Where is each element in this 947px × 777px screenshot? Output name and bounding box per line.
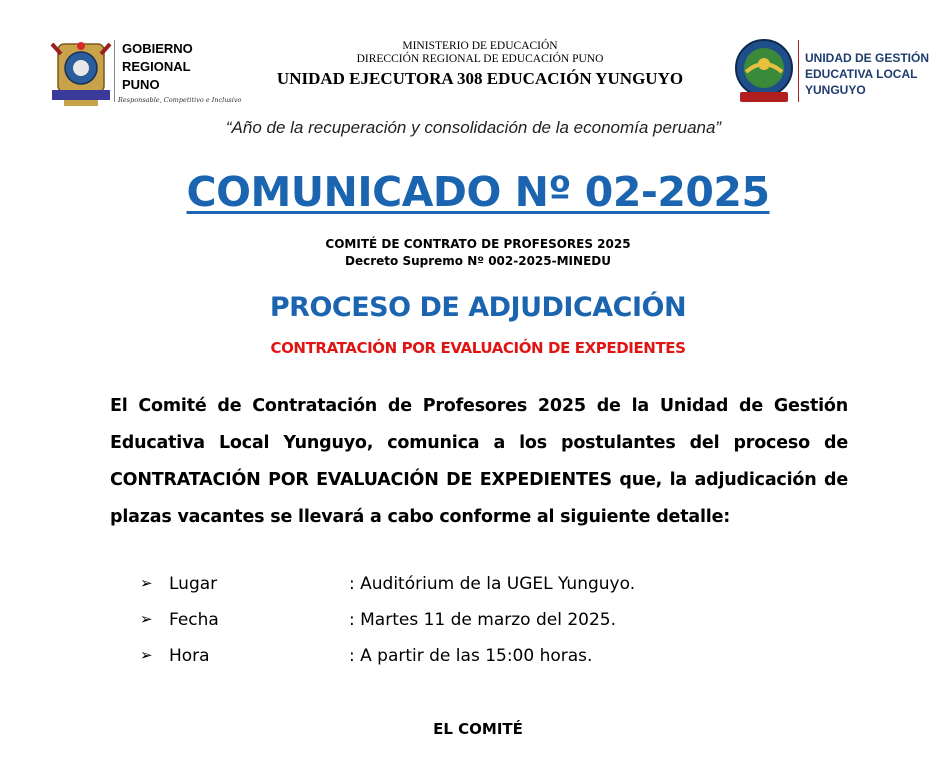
detail-label: Hora: [169, 646, 210, 666]
year-motto: “Año de la recuperación y consolidación de la economía peruana”: [225, 118, 722, 137]
list-item: [140, 646, 840, 682]
page-title: COMUNICADO Nº 02-2025: [186, 168, 770, 216]
arrow-bullet-icon: ➢: [140, 610, 153, 628]
ugel-line1: UNIDAD DE GESTIÓN: [805, 51, 930, 65]
arrow-bullet-icon: ➢: [140, 574, 153, 592]
list-item: [140, 574, 840, 610]
ugel-line2: EDUCATIVA LOCAL: [805, 67, 918, 81]
process-title: PROCESO DE ADJUDICACIÓN: [269, 292, 687, 323]
gr-line3: PUNO: [122, 77, 160, 92]
gobierno-regional-puno-logo: [48, 38, 114, 108]
ugel-name: [805, 50, 929, 98]
detail-value: : A partir de las 15:00 horas.: [349, 646, 593, 666]
arrow-bullet-icon: ➢: [140, 646, 153, 664]
committee-subtitle: COMITÉ DE CONTRATO DE PROFESORES 2025: [325, 237, 631, 251]
gr-line2: REGIONAL: [122, 59, 191, 74]
detail-value: : Martes 11 de marzo del 2025.: [349, 610, 617, 630]
ugel-line3: YUNGUYO: [805, 83, 866, 97]
gr-line1: GOBIERNO: [122, 41, 193, 56]
detail-label: Fecha: [169, 610, 219, 630]
ministry-name: MINISTERIO DE EDUCACIÓN: [402, 40, 558, 52]
process-subtitle: CONTRATACIÓN POR EVALUACIÓN DE EXPEDIENTES: [270, 339, 686, 357]
decree-subtitle: Decreto Supremo Nº 002-2025-MINEDU: [345, 254, 611, 268]
detail-value: : Auditórium de la UGEL Yunguyo.: [349, 574, 636, 594]
signature: EL COMITÉ: [433, 720, 523, 738]
divider-left: [114, 40, 115, 102]
gobierno-regional-name: [122, 40, 193, 94]
detail-label: Lugar: [169, 574, 218, 594]
body-paragraph: El Comité de Contratación de Profesores 2025 de la Unidad de Gestión Educativa Local Yunguyo, comunica a los postulantes del proceso de CONTRATACIÓN POR EVALUACIÓN DE EXPEDIENTES que, la adjudicación de plazas vacantes se llevará a cabo conforme al siguiente detalle:: [110, 396, 848, 527]
ugel-yunguyo-logo: [732, 38, 796, 106]
gr-slogan: Responsable, Competitivo e Inclusivo: [118, 96, 242, 104]
unit-name: UNIDAD EJECUTORA 308 EDUCACIÓN YUNGUYO: [276, 69, 684, 88]
header-institution: [230, 40, 730, 90]
details-list: [140, 574, 840, 682]
direction-name: DIRECCIÓN REGIONAL DE EDUCACIÓN PUNO: [356, 53, 604, 65]
list-item: [140, 610, 840, 646]
divider-right: [798, 40, 799, 102]
